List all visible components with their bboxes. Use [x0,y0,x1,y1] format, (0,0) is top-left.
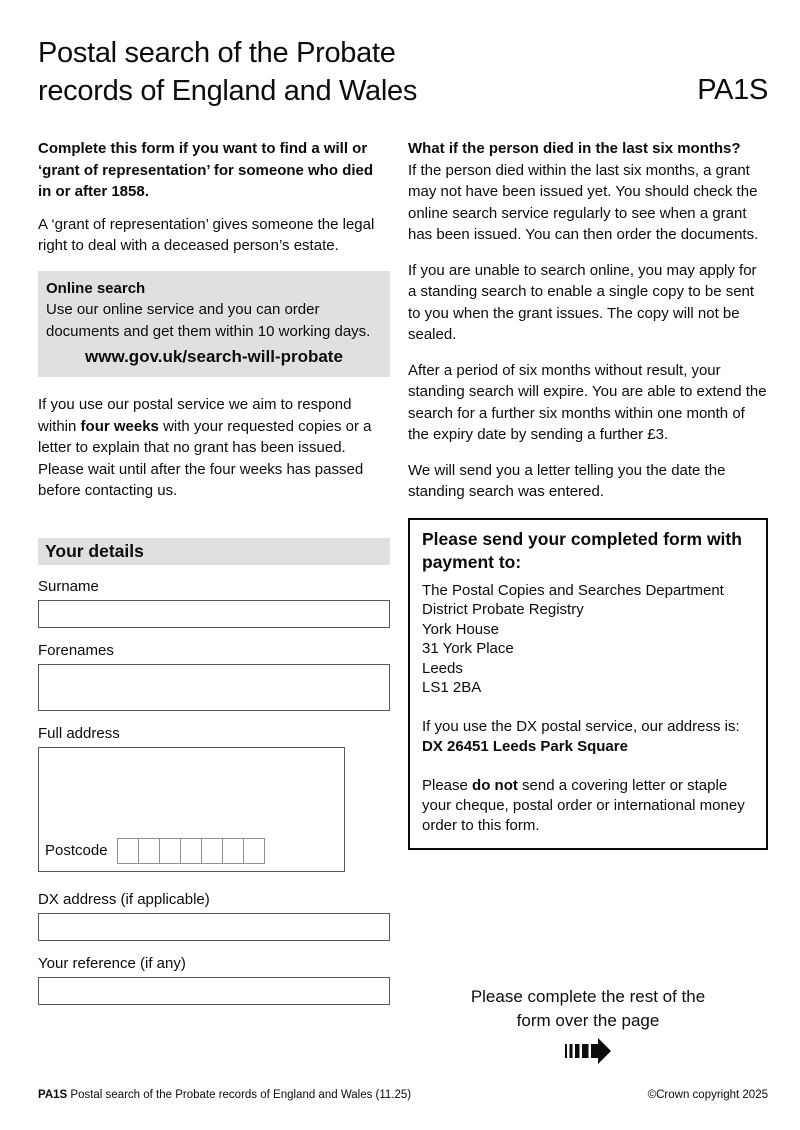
continue-note [408,985,768,1033]
forenames-field [38,641,390,711]
next-page-arrow-icon [565,1038,611,1064]
form-code: PA1S [697,74,768,106]
six-months-paragraph-1: If the person died within the last six months, a grant may not have been issued yet. You should check the online search service regularly to see when a grant has been issued. You can then order the documents. [408,161,759,243]
online-search-body: Use our online service and you can order documents and get them within 10 working days. [46,301,371,340]
postcode-cell[interactable] [117,838,139,864]
intro-bold-paragraph: Complete this form if you want to find a will or ‘grant of representation’ for someone who died in or after 1858. [38,140,374,200]
postcode-cell[interactable] [180,838,202,864]
reference-field [38,954,390,1005]
six-months-paragraph-2: If you are unable to search online, you may apply for a standing search to enable a single copy to be sent to you when the grant issues. The copy will not be sealed. [408,261,757,343]
your-details-section-header: Your details [38,538,390,565]
intro-paragraph: A ‘grant of representation’ gives someone the legal right to deal with a deceased person’s estate. [38,215,375,254]
address-line: 31 York Place [422,640,514,657]
dx-address-input[interactable] [38,913,390,941]
address-line: LS1 2BA [422,679,482,696]
send-form-box [408,518,768,850]
six-months-paragraph-4: We will send you a letter telling you the date the standing search was entered. [408,461,726,500]
arrow-container [408,1038,768,1069]
left-column [38,138,390,1069]
continue-note-line2: form over the page [516,1010,660,1030]
header [38,34,768,110]
send-box-heading: Please send your completed form with payment to: [422,528,742,572]
address-line: Leeds [422,659,463,677]
postcode-row [45,838,265,864]
address-line: York House [422,620,499,638]
reference-label: Your reference (if any) [38,954,186,972]
postcode-cell[interactable] [138,838,160,864]
address-line: The Postal Copies and Searches Department [422,581,724,599]
footer-form-code: PA1S [38,1089,68,1101]
six-months-heading: What if the person died in the last six months? [408,140,741,157]
two-column-layout [38,138,768,1069]
surname-input[interactable] [38,600,390,628]
address-line: District Probate Registry [422,601,584,618]
postcode-cell[interactable] [243,838,265,864]
surname-label: Surname [38,577,99,595]
full-address-field [38,724,390,872]
forenames-input[interactable] [38,664,390,711]
footer [38,1088,768,1102]
surname-field [38,577,390,628]
online-search-panel [38,271,390,378]
online-search-url: www.gov.uk/search-will-probate [85,347,343,366]
dx-postal-paragraph: If you use the DX postal service, our address is: DX 26451 Leeds Park Square [422,717,740,755]
forenames-label: Forenames [38,641,114,659]
six-months-paragraph-3: After a period of six months without result, your standing search will expire. You are able to extend the search for a further six months within one month of the expiry date by sending a further £3. [408,361,767,443]
page-title-line1: Postal search of the Probate [38,37,396,69]
postal-service-paragraph: If you use our postal service we aim to respond within four weeks with your requested copies or a letter to explain that no grant has been issued. Please wait until after the four weeks has passed before contacting us. [38,396,372,499]
footer-form-title: PA1S Postal search of the Probate records of England and Wales (11.25) [38,1089,412,1101]
page-title-line2: records of England and Wales [38,75,418,107]
dx-address-label: DX address (if applicable) [38,890,210,908]
page-title [38,34,768,110]
full-address-input[interactable] [38,747,345,872]
postcode-cell[interactable] [159,838,181,864]
do-not-staple-paragraph: Please do not send a covering letter or staple your cheque, postal order or international money order to this form. [422,776,745,834]
postcode-label: Postcode [45,842,108,859]
postcode-cell[interactable] [201,838,223,864]
right-column [408,138,768,1069]
continue-note-line1: Please complete the rest of the [470,986,706,1006]
postcode-cells [117,838,265,864]
dx-address-field [38,890,390,941]
full-address-label: Full address [38,724,120,742]
footer-copyright: ©Crown copyright 2025 [647,1089,768,1101]
postcode-cell[interactable] [222,838,244,864]
online-search-heading: Online search [46,279,146,297]
reference-input[interactable] [38,977,390,1005]
